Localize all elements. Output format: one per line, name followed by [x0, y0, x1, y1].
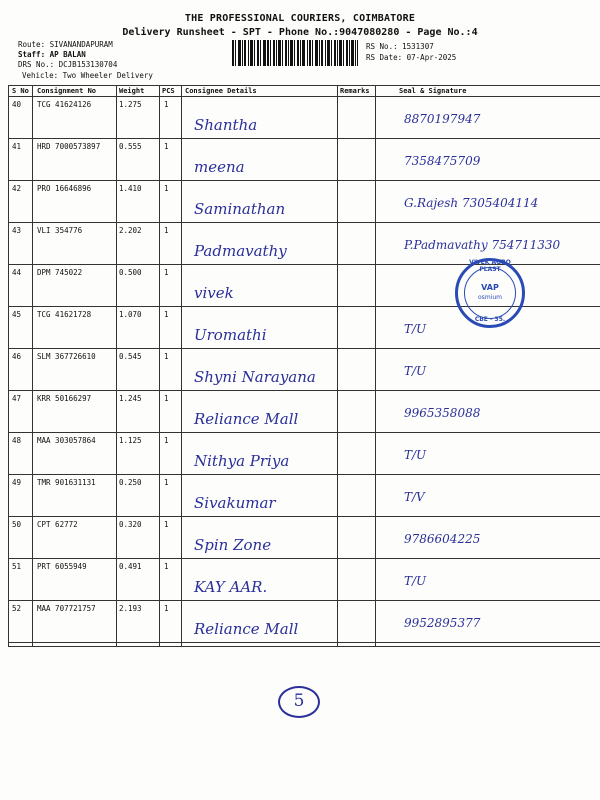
- row-sno: 44: [12, 268, 22, 277]
- runsheet-table: [8, 85, 600, 647]
- row-weight: 2.202: [119, 226, 142, 235]
- row-pcs: 1: [164, 478, 169, 487]
- row-signature-handwritten: T/U: [404, 364, 427, 378]
- row-weight: 0.555: [119, 142, 142, 151]
- row-divider: [9, 558, 600, 559]
- row-weight: 1.410: [119, 184, 142, 193]
- row-sno: 50: [12, 520, 22, 529]
- row-pcs: 1: [164, 436, 169, 445]
- row-consignment-no: HRD 7000573897: [37, 142, 101, 151]
- row-signature-handwritten: G.Rajesh 7305404114: [404, 196, 539, 210]
- row-pcs: 1: [164, 100, 169, 109]
- header-consignee: Consignee Details: [185, 87, 257, 95]
- rs-number: RS No.: 1531307: [366, 42, 434, 51]
- row-pcs: 1: [164, 268, 169, 277]
- row-consignee-handwritten: vivek: [194, 284, 234, 302]
- row-consignment-no: TMR 901631131: [37, 478, 96, 487]
- row-consignment-no: KRR 50166297: [37, 394, 92, 403]
- row-sno: 46: [12, 352, 22, 361]
- company-title: THE PROFESSIONAL COURIERS, COIMBATORE: [184, 13, 416, 24]
- row-pcs: 1: [164, 520, 169, 529]
- row-consignment-no: CPT 62772: [37, 520, 78, 529]
- row-sno: 40: [12, 100, 22, 109]
- staff-label: Staff: AP BALAN: [18, 50, 86, 59]
- row-consignment-no: MAA 707721757: [37, 604, 96, 613]
- row-sno: 45: [12, 310, 22, 319]
- row-consignee-handwritten: Nithya Priya: [194, 452, 290, 470]
- route-label: Route: SIVANANDAPURAM: [18, 40, 113, 49]
- row-consignee-handwritten: meena: [194, 158, 245, 176]
- row-consignment-no: PRT 6055949: [37, 562, 87, 571]
- row-pcs: 1: [164, 394, 169, 403]
- row-pcs: 1: [164, 184, 169, 193]
- stamp-middle-text: osmium: [478, 294, 502, 301]
- col-divider: [375, 86, 376, 646]
- row-signature-handwritten: 8870197947: [404, 112, 481, 126]
- row-signature-handwritten: T/U: [404, 448, 427, 462]
- row-weight: 2.193: [119, 604, 142, 613]
- row-sno: 51: [12, 562, 22, 571]
- stamp-top-text: VIVEK AGRO PLAST: [469, 259, 511, 273]
- row-consignee-handwritten: Reliance Mall: [194, 410, 299, 428]
- row-consignee-handwritten: Shantha: [194, 116, 258, 134]
- row-consignee-handwritten: Saminathan: [194, 200, 286, 218]
- row-signature-handwritten: 9786604225: [404, 532, 481, 546]
- header-consignment: Consignment No: [37, 87, 97, 95]
- row-pcs: 1: [164, 142, 169, 151]
- handwritten-page-number: 5: [278, 686, 320, 718]
- col-divider: [116, 86, 117, 646]
- row-weight: 0.250: [119, 478, 142, 487]
- row-sno: 43: [12, 226, 22, 235]
- company-stamp: [455, 258, 525, 328]
- row-pcs: 1: [164, 604, 169, 613]
- row-consignment-no: VLI 354776: [37, 226, 83, 235]
- row-weight: 1.275: [119, 100, 142, 109]
- stamp-bottom-text: CBE - 35.: [474, 316, 506, 323]
- row-consignment-no: MAA 303057864: [37, 436, 96, 445]
- col-divider: [337, 86, 338, 646]
- row-consignee-handwritten: KAY AAR.: [194, 578, 268, 596]
- row-pcs: 1: [164, 310, 169, 319]
- runsheet-subtitle: Delivery Runsheet - SPT - Phone No.:9047080280 - Page No.:4: [122, 27, 478, 38]
- row-pcs: 1: [164, 352, 169, 361]
- row-pcs: 1: [164, 562, 169, 571]
- row-consignment-no: TCG 41624126: [37, 100, 92, 109]
- vehicle-label: Vehicle: Two Wheeler Delivery: [22, 71, 153, 80]
- stamp-logo-text: VAP: [481, 283, 499, 292]
- row-signature-handwritten: T/V: [404, 490, 425, 504]
- row-consignment-no: PRO 16646896: [37, 184, 92, 193]
- row-signature-handwritten: 9952895377: [404, 616, 481, 630]
- row-divider: [9, 600, 600, 601]
- row-weight: 1.245: [119, 394, 142, 403]
- row-consignee-handwritten: Padmavathy: [194, 242, 287, 260]
- row-divider: [9, 222, 600, 223]
- row-sno: 47: [12, 394, 22, 403]
- barcode-image: [232, 40, 358, 66]
- col-divider: [159, 86, 160, 646]
- row-weight: 1.125: [119, 436, 142, 445]
- rs-date: RS Date: 07-Apr-2025: [366, 53, 457, 62]
- header-divider: [9, 96, 600, 97]
- row-pcs: 1: [164, 226, 169, 235]
- row-divider: [9, 642, 600, 643]
- row-weight: 0.545: [119, 352, 142, 361]
- row-divider: [9, 180, 600, 181]
- row-sno: 49: [12, 478, 22, 487]
- row-weight: 1.070: [119, 310, 142, 319]
- row-sno: 48: [12, 436, 22, 445]
- row-weight: 0.500: [119, 268, 142, 277]
- row-sno: 41: [12, 142, 22, 151]
- header-pcs: PCS: [162, 87, 175, 95]
- row-divider: [9, 474, 600, 475]
- drs-number: DRS No.: DCJB153130704: [18, 60, 118, 69]
- row-sno: 42: [12, 184, 22, 193]
- row-consignee-handwritten: Shyni Narayana: [194, 368, 316, 386]
- stamp-ring: [464, 267, 516, 319]
- row-consignee-handwritten: Uromathi: [194, 326, 267, 344]
- row-consignment-no: TCG 41621728: [37, 310, 92, 319]
- row-signature-handwritten: 7358475709: [404, 154, 481, 168]
- row-divider: [9, 348, 600, 349]
- row-consignee-handwritten: Spin Zone: [194, 536, 272, 554]
- row-signature-handwritten: T/U: [404, 322, 427, 336]
- row-weight: 0.320: [119, 520, 142, 529]
- row-sno: 52: [12, 604, 22, 613]
- row-divider: [9, 390, 600, 391]
- header-remarks: Remarks: [340, 87, 370, 95]
- header-seal: Seal & Signature: [399, 87, 467, 95]
- row-divider: [9, 432, 600, 433]
- row-divider: [9, 516, 600, 517]
- col-divider: [181, 86, 182, 646]
- col-divider: [32, 86, 33, 646]
- row-signature-handwritten: 9965358088: [404, 406, 481, 420]
- row-consignee-handwritten: Sivakumar: [194, 494, 276, 512]
- row-weight: 0.491: [119, 562, 142, 571]
- header-sno: S No: [12, 87, 29, 95]
- row-signature-handwritten: T/U: [404, 574, 427, 588]
- row-consignment-no: DPM 745022: [37, 268, 83, 277]
- row-signature-handwritten: P.Padmavathy 754711330: [404, 238, 561, 252]
- row-consignment-no: SLM 367726610: [37, 352, 96, 361]
- header-weight: Weight: [119, 87, 145, 95]
- row-divider: [9, 138, 600, 139]
- row-consignee-handwritten: Reliance Mall: [194, 620, 299, 638]
